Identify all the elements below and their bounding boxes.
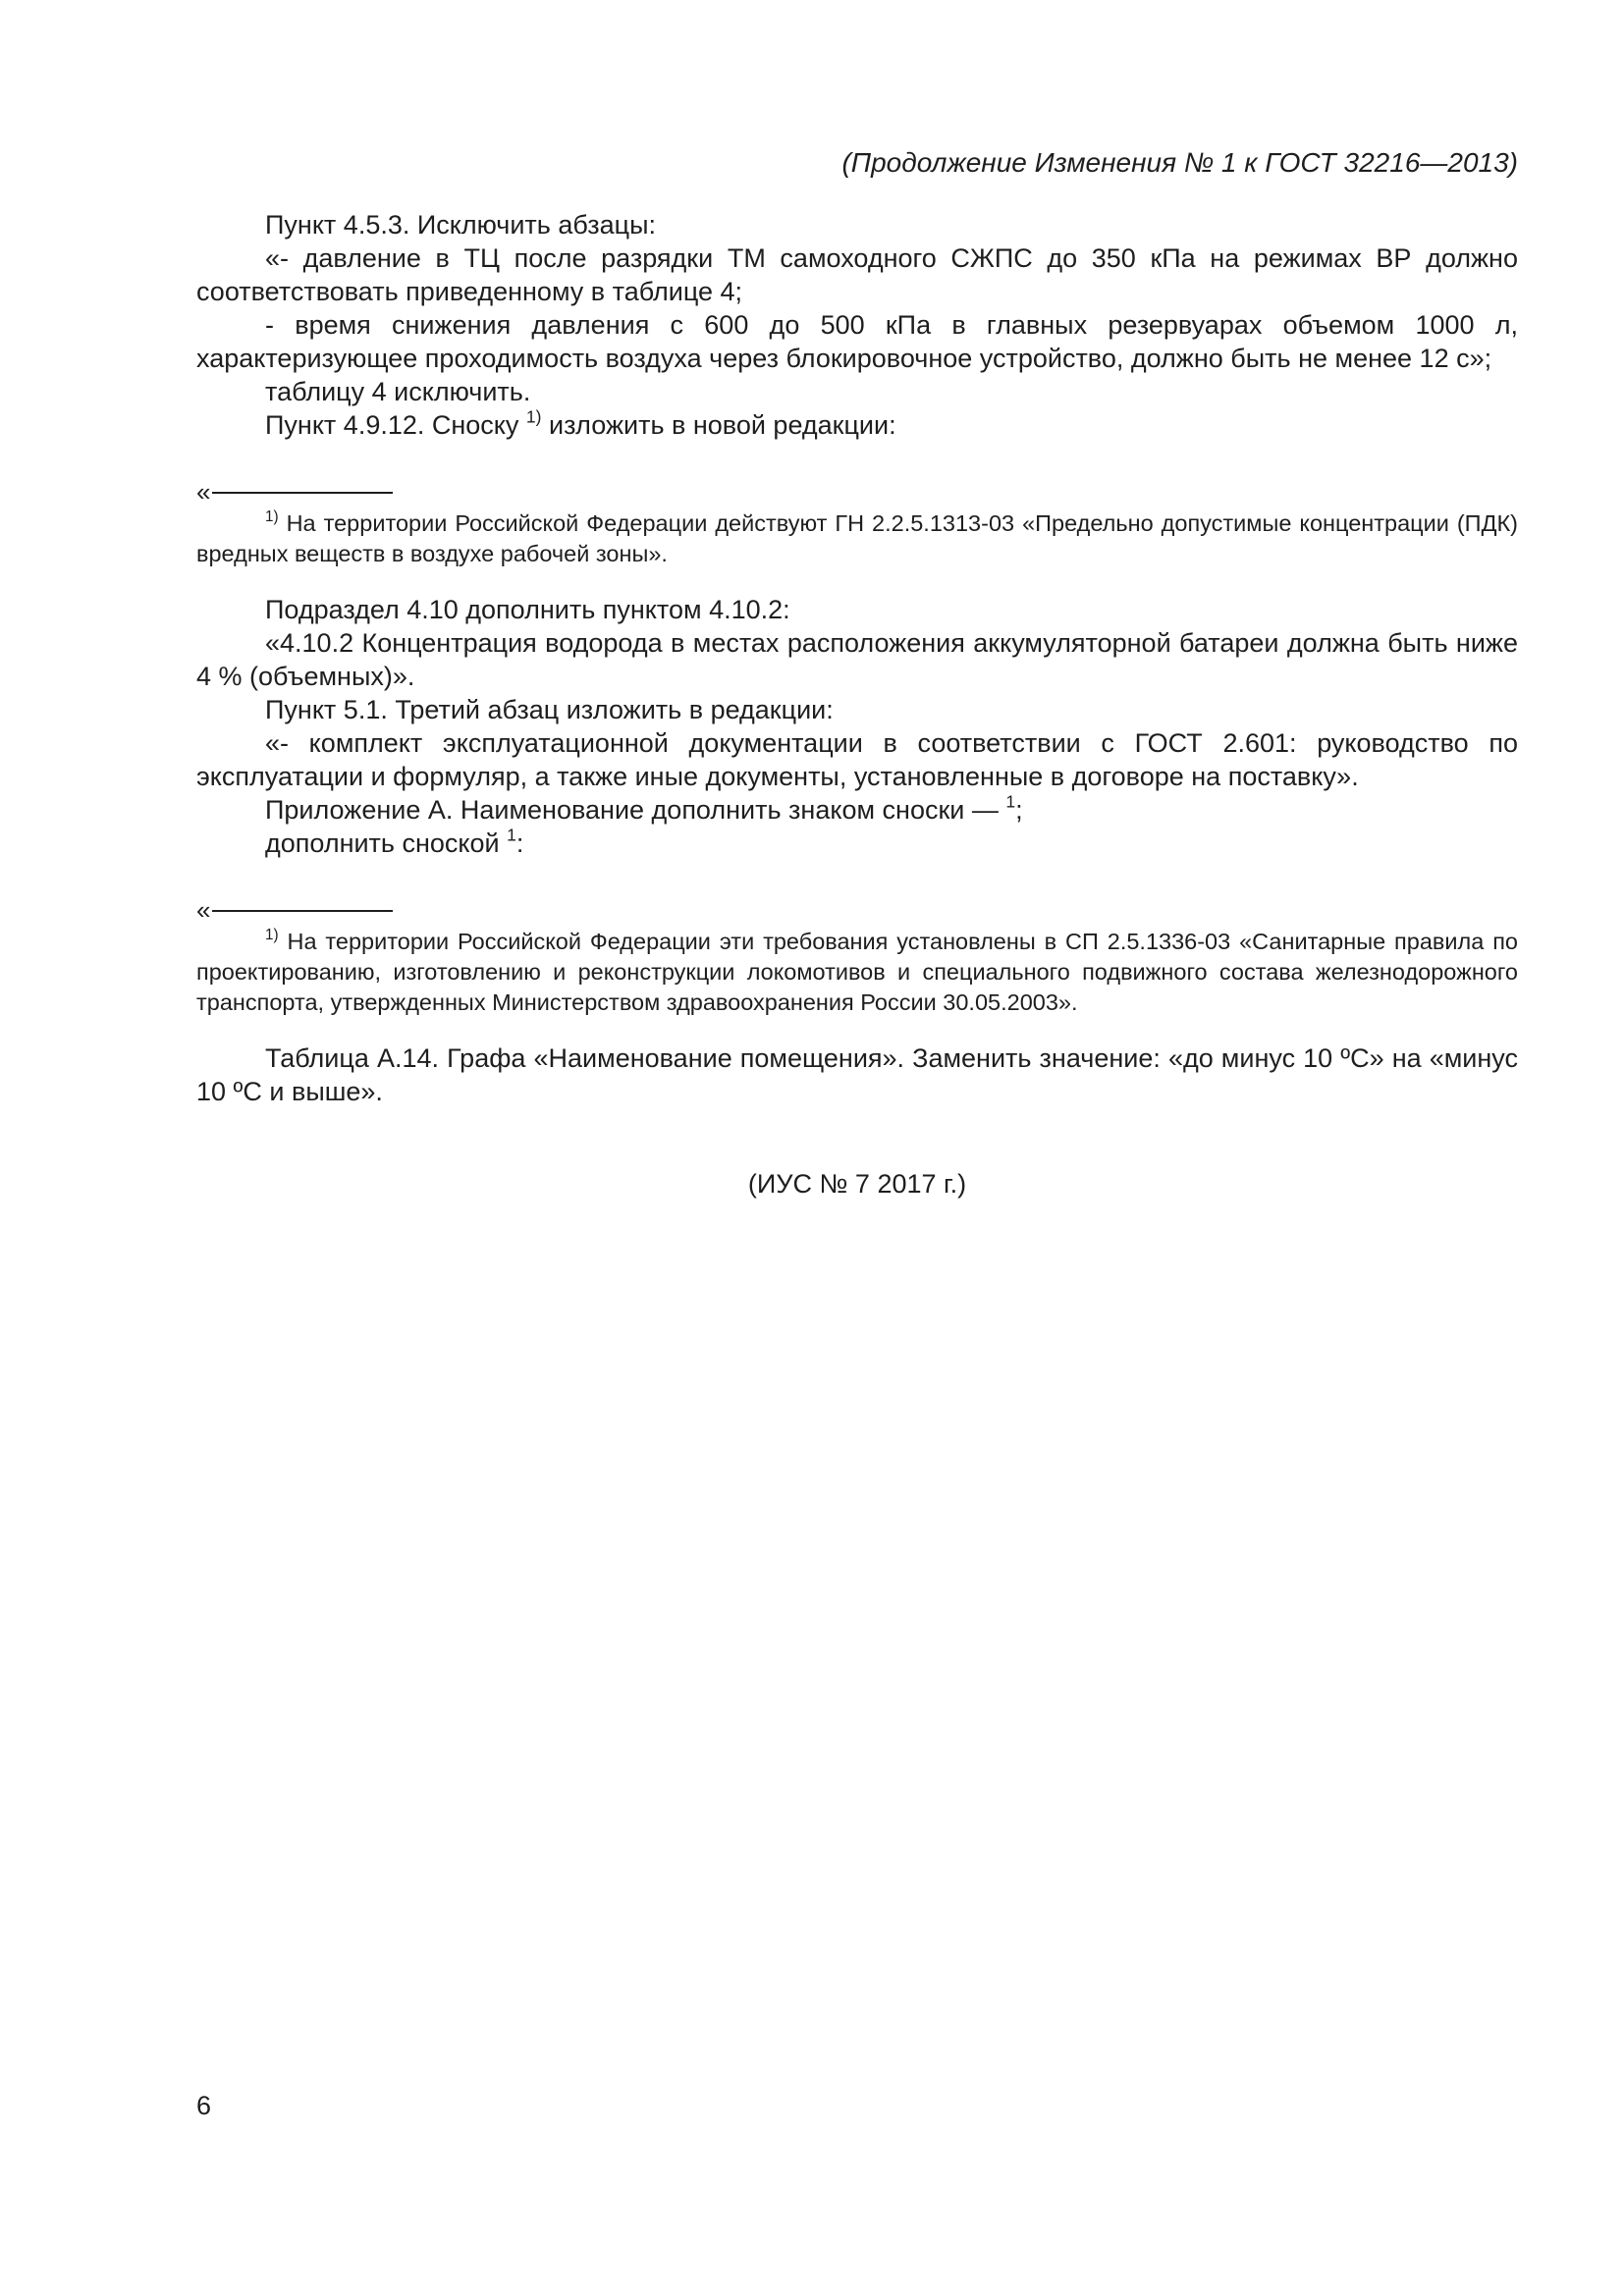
document-body xyxy=(196,208,1518,1201)
footnote-rule xyxy=(212,910,393,912)
paragraph: «- комплект эксплуатационной документации в соответствии с ГОСТ 2.601: руководство по эксплуатации и формуляр, а также иные документы, установленные в договоре на поставку». xyxy=(196,728,1518,791)
paragraph: «4.10.2 Концентрация водорода в местах расположения аккумуляторной батареи должна быть ниже 4 % (объемных)». xyxy=(196,628,1518,691)
footnote-rule xyxy=(212,492,393,494)
footnote-ref: 1) xyxy=(525,406,542,427)
page-number: 6 xyxy=(196,2091,212,2120)
paragraph-footnote-replace: Пункт 4.9.12. Сноску $^{1)}$ изложить в новой редакции: xyxy=(265,406,896,440)
paragraph-appendix: Приложение А. Наименование дополнить знаком сноски — $^1$; xyxy=(265,791,1023,825)
footnote-separator: « xyxy=(196,479,1518,505)
section-3 xyxy=(196,1041,1518,1108)
paragraph-add-footnote: дополнить сноской $^1$: xyxy=(265,825,524,858)
paragraph: - время снижения давления с 600 до 500 кПа в главных резервуарах объемом 1000 л, характеризующее проходимость воздуха через блокировочное устройство, должно быть не менее 12 с»; xyxy=(196,310,1518,373)
footnote-separator: « xyxy=(196,897,1518,923)
footnote-text: $^{1)}$ На территории Российской Федерации действуют ГН 2.2.5.1313-03 «Предельно допустимые концентрации (ПДК) вредных веществ в воздухе рабочей зоны». xyxy=(196,508,1518,566)
footnote-ref: 1 xyxy=(507,825,516,845)
paragraph: Пункт 5.1. Третий абзац изложить в редакции: xyxy=(265,695,834,724)
paragraph-table: Таблица А.14. Графа «Наименование помещения». Заменить значение: «до минус 10 ºС» на «минус 10 ºС и выше». xyxy=(196,1043,1518,1106)
footnote-text: $^{1)}$ На территории Российской Федерации эти требования установлены в СП 2.5.1336-03 «Санитарные правила по проектированию, изготовлению и реконструкции локомотивов и специального подвижного состава железнодорожного транспорта, утвержденных Министерством здравоохранения России 30.05.2003». xyxy=(196,927,1518,1015)
running-header: (Продолжение Изменения № 1 к ГОСТ 32216—2013) xyxy=(841,147,1518,178)
paragraph: Подраздел 4.10 дополнить пунктом 4.10.2: xyxy=(265,595,790,624)
paragraph: «- давление в ТЦ после разрядки ТМ самоходного СЖПС до 350 кПа на режимах ВР должно соответствовать приведенному в таблице 4; xyxy=(196,243,1518,306)
paragraph: таблицу 4 исключить. xyxy=(265,377,531,406)
footnote-ref: 1 xyxy=(1005,791,1016,812)
paragraph: Пункт 4.5.3. Исключить абзацы: xyxy=(265,210,657,240)
ius-reference: (ИУС № 7 2017 г.) xyxy=(747,1169,967,1199)
section-2 xyxy=(196,593,1518,860)
